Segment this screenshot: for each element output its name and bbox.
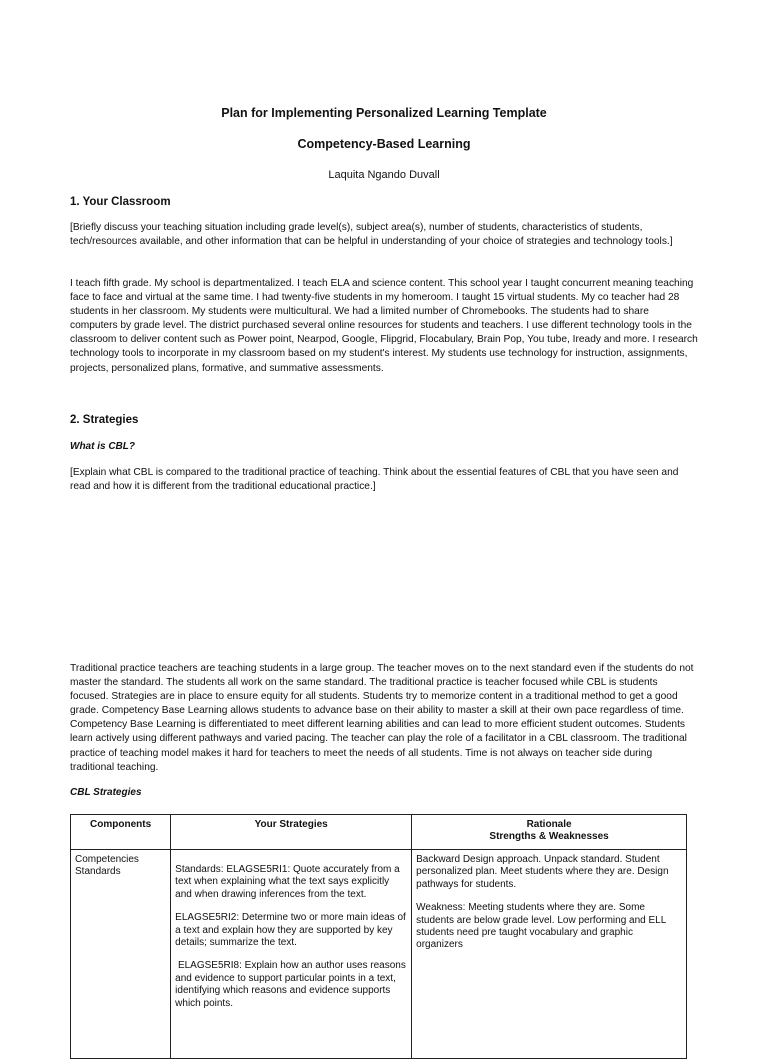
- cell-strategies: [171, 850, 412, 1059]
- rationale-strength: Backward Design approach. Unpack standard. Student personalized plan. Meet students where they are. Design pathways for students.: [416, 854, 669, 890]
- strategy-standard-ri2: ELAGSE5RI2: Determine two or more main ideas of a text and explain how they are supported by key details; summarize the text.: [175, 912, 406, 949]
- cell-rationale: [412, 850, 687, 1059]
- classroom-response: I teach fifth grade. My school is departmentalized. I teach ELA and science content. This school year I taught concurrent meaning teaching face to face and virtual at the same time. I had twenty-five students in my homeroom. I taught 15 virtual students. My co teacher had 28 students in her classroom. My students were multicultural. We had a limited number of Chromebooks. The students had to share computers by grade level. The district purchased several online resources for students and teachers. I use different technology tools in the classroom to deliver content such as Power point, Nearpod, Google, Flipgrid, Flocabulary, Brain Pop, You tube, Iready and more. I research technology tools to incorporate in my classroom based on my student's interest. My students use technology for instruction, assignments, projects, personalized plans, formative, and summative assessments.: [70, 278, 698, 374]
- document-title: Plan for Implementing Personalized Learning Template: [221, 106, 547, 120]
- header-components: Components: [71, 815, 171, 850]
- cbl-strategies-table: [70, 814, 687, 1059]
- what-is-cbl-heading: What is CBL?: [70, 441, 135, 452]
- classroom-prompt: [Briefly discuss your teaching situation including grade level(s), subject area(s), number of students, characteristics of students, tech/resources available, and other information that can be helpful in understanding of your choice of strategies and technology tools.]: [70, 222, 673, 248]
- header-rationale-line2: Strengths & Weaknesses: [489, 831, 609, 843]
- header-rationale: [412, 815, 687, 850]
- cbl-strategies-heading: CBL Strategies: [70, 787, 142, 798]
- section-heading-strategies: 2. Strategies: [70, 414, 139, 426]
- header-rationale-line1: Rationale: [526, 819, 572, 830]
- strategy-standard-ri1: Standards: ELAGSE5RI1: Quote accurately from a text when explaining what the text says explicitly and when drawing inferences from the text.: [175, 864, 400, 900]
- header-strategies: Your Strategies: [171, 815, 412, 850]
- cbl-response: Traditional practice teachers are teaching students in a large group. The teacher moves on to the next standard even if the students do not master the standard. The students all work on the same standard. The traditional practice is teacher focused while CBL is students focused. Strategies are in place to ensure equity for all students. Students try to memorize content in a traditional method to get a good grade. Competency Base Learning allows students to advance base on their ability to master a skill at their own pace regardless of time. Competency Base Learning is differentiated to meet different learning abilities and can lead to more efficient student outcomes. Students learn actively using different pathways and varied pacing. The teacher can play the role of a facilitator in a CBL classroom. The traditional practice of teaching model makes it hard for teachers to meet the needs of all students. Time is not always on teacher side during traditional teaching.: [70, 663, 694, 773]
- section-heading-classroom: 1. Your Classroom: [70, 196, 171, 208]
- strategy-standard-ri8: ELAGSE5RI8: Explain how an author uses reasons and evidence to support particular points in a text, identifying which reasons and evidence supports which points.: [175, 960, 409, 1009]
- table-row: [71, 850, 687, 1059]
- cell-components: Competencies Standards: [71, 850, 171, 1059]
- table-header-row: [71, 815, 687, 850]
- author-name: Laquita Ngando Duvall: [328, 169, 440, 181]
- cbl-prompt: [Explain what CBL is compared to the traditional practice of teaching. Think about the essential features of CBL that you have seen and read and how it is different from the traditional educational practice.]: [70, 467, 679, 493]
- rationale-weakness: Weakness: Meeting students where they are. Some students are below grade level. Low performing and ELL students need pre taught vocabulary and graphic organizers: [416, 902, 666, 951]
- document-subtitle: Competency-Based Learning: [297, 137, 471, 151]
